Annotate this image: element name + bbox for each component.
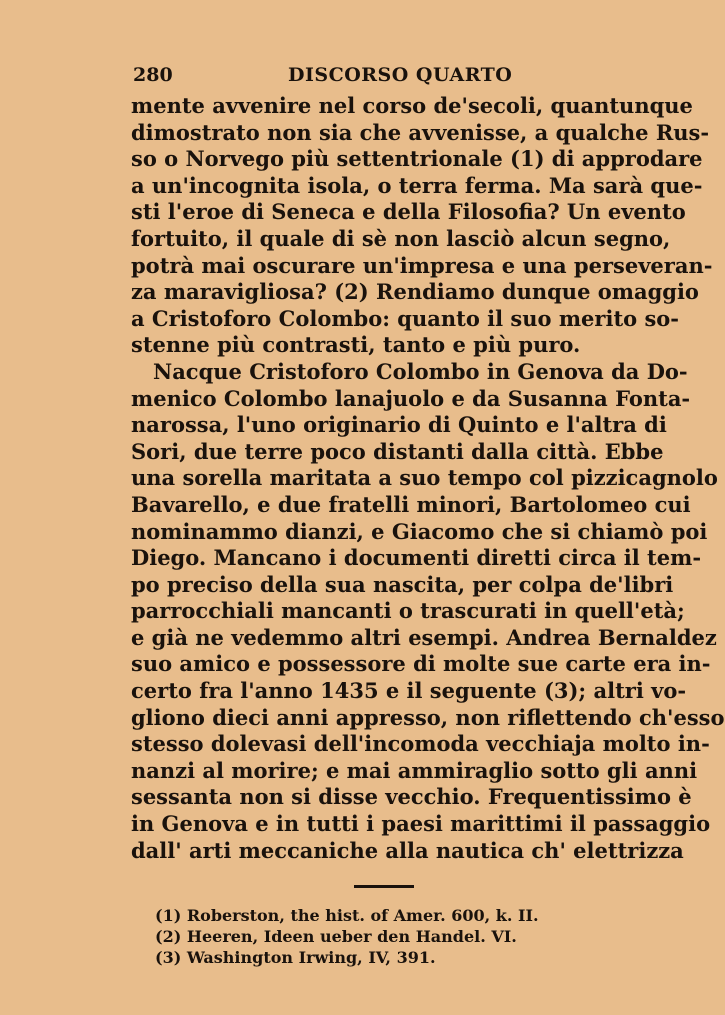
footnote: (3) Washington Irwing, IV, 391.: [155, 948, 436, 967]
text-line: narossa, l'uno originario di Quinto e l'altra di: [131, 412, 667, 438]
text-line: Nacque Cristoforo Colombo in Genova da Do-: [153, 358, 688, 384]
text-line: in Genova e in tutti i paesi marittimi il passaggio: [131, 811, 711, 837]
text-line: sti l'eroe di Seneca e della Filosofia? Un evento: [131, 199, 686, 225]
text-line: nanzi al morire; e mai ammiraglio sotto gli anni: [131, 757, 698, 783]
text-line: dimostrato non sia che avvenisse, a qualche Rus-: [131, 119, 710, 145]
text-line: mente avvenire nel corso de'secoli, quantunque: [131, 93, 693, 118]
page-number: 280: [133, 64, 173, 86]
text-line: una sorella maritata a suo tempo col pizzicagnolo: [131, 465, 718, 491]
footnotes: [155, 905, 595, 968]
text-line: fortuito, il quale di sè non lasciò alcun segno,: [131, 225, 671, 251]
text-line: nominammo dianzi, e Giacomo che si chiamò poi: [131, 518, 708, 544]
body-text: [131, 93, 725, 864]
text-line: potrà mai oscurare un'impresa e una perseveran-: [131, 252, 713, 278]
text-line: za maravigliosa? (2) Rendiamo dunque omaggio: [131, 279, 699, 305]
text-line: stenne più contrasti, tanto e più puro.: [131, 332, 581, 358]
footnote: (1) Roberston, the hist. of Amer. 600, k. II.: [155, 906, 539, 925]
text-line: menico Colombo lanajuolo e da Susanna Fonta-: [131, 385, 691, 411]
text-line: e già ne vedemmo altri esempi. Andrea Bernaldez: [131, 624, 717, 650]
text-line: dall' arti meccaniche alla nautica ch' elettrizza: [131, 837, 684, 863]
text-line: Sori, due terre poco distanti dalla città. Ebbe: [131, 438, 664, 464]
text-line: certo fra l'anno 1435 e il seguente (3); altri vo-: [131, 678, 687, 704]
text-line: Bavarello, e due fratelli minori, Bartolomeo cui: [131, 491, 691, 517]
text-line: parrocchiali mancanti o trascurati in quell'età;: [131, 598, 685, 624]
text-line: Diego. Mancano i documenti diretti circa il tem-: [131, 545, 702, 571]
text-line: suo amico e possessore di molte sue carte era in-: [131, 651, 711, 677]
text-line: sessanta non si disse vecchio. Frequentissimo è: [131, 784, 692, 810]
running-title: DISCORSO QUARTO: [288, 64, 513, 86]
text-line: stesso dolevasi dell'incomoda vecchiaja molto in-: [131, 731, 710, 757]
text-line: a un'incognita isola, o terra ferma. Ma sarà que-: [131, 172, 703, 198]
footnote-divider: [354, 885, 414, 888]
text-line: so o Norvego più settentrionale (1) di approdare: [131, 146, 703, 172]
text-line: po preciso della sua nascita, per colpa de'libri: [131, 571, 674, 597]
footnote: (2) Heeren, Ideen ueber den Handel. VI.: [155, 927, 517, 946]
running-header: [133, 64, 653, 92]
text-line: gliono dieci anni appresso, non riflettendo ch'esso: [131, 704, 725, 730]
text-line: a Cristoforo Colombo: quanto il suo merito so-: [131, 305, 680, 331]
